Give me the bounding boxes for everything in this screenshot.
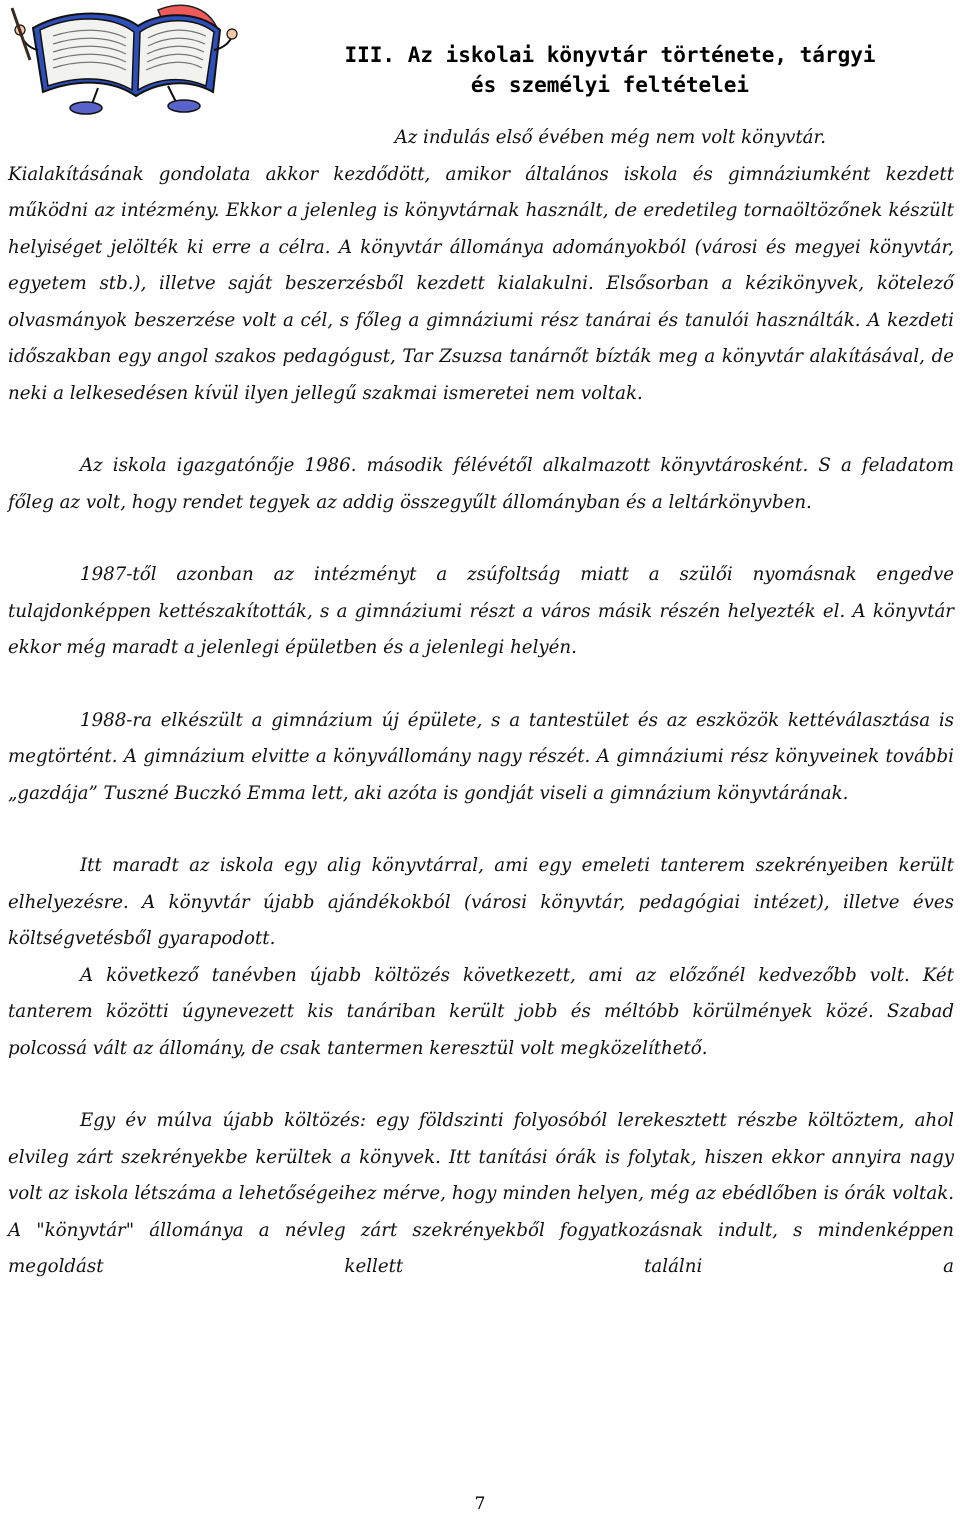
right-leg [168,86,176,102]
page-number: 7 [474,1494,486,1514]
stick [12,8,30,60]
book-right-page [138,21,214,90]
right-hand [227,29,237,39]
paragraph-1-text: Kialakításának gondolata akkor kezdődött, amikor általános iskola és gimnáziumként kezdett működni az intézmény. Ekkor a jelenleg is könyvtárnak használt, de eredetileg tornaöltözőnek készült helyiséget jelölték ki erre a célra. A könyvtár állománya adományokból (városi és megyei könyvtár, egyetem stb.), illetve saját beszerzésből kezdett kialakulni. Elsősorban a kézikönyvek, kötelező olvasmányok beszerzése volt a cél, s főleg a gimnáziumi rész tanárai és tanulói használták. A kezdeti időszakban egy angol szakos pedagógust, Tar Zsuzsa tanárnőt bízták meg a könyvtár alakításával, de neki a lelkesedésen kívül ilyen jellegű szakmai ismeretei nem voltak. [8,163,954,404]
document-body [8,120,954,1286]
paragraph-4: 1988-ra elkészült a gimnázium új épülete, s a tantestület és az eszközök kettéválasztása is megtörtént. A gimnázium elvitte a könyvállomány nagy részét. A gimnáziumi rész könyveinek további „gazdája” Tuszné Buczkó Emma lett, aki azóta is gondját viseli a gimnázium könyvtárának. [8,709,954,804]
paragraph-2: Az iskola igazgatónője 1986. második félévétől alkalmazott könyvtárosként. S a feladatom főleg az volt, hogy rendet tegyek az addig összegyűlt állományban és a leltárkönyvben. [8,455,954,513]
page-title: III. Az iskolai könyvtár története, tárgyi és személyi feltételei [344,43,876,97]
paragraph-1 [8,120,954,412]
paragraph-3: 1987-től azonban az intézményt a zsúfoltság miatt a szülői nyomásnak engedve tulajdonképpen kettészakították, s a gimnáziumi részt a város másik részén helyezték el. A könyvtár ekkor még maradt a jelenlegi épületben és a jelenlegi helyén. [8,564,954,658]
left-foot [70,102,102,114]
paragraph-7: Egy év múlva újabb költözés: egy földszinti folyosóból lerekesztett részbe költöztem, ahol elvileg zárt szekrényekbe kerültek a könyvek. Itt tanítási órák is folytak, hiszen ekkor annyira nagy volt az iskola létszáma a lehetőségeihez mérve, hogy minden helyen, még az ebédlőben is órák voltak. A "könyvtár" állománya a névleg zárt szekrényekből fogyatkozásnak indult, s mindenképpen megoldást kellett találni a [8,1110,954,1277]
open-book-character-icon [8,0,238,118]
left-leg [92,88,98,104]
paragraph-5: Itt maradt az iskola egy alig könyvtárral, ami egy emeleti tanterem szekrényeiben került elhelyezésre. A könyvtár újabb ajándékokból (városi könyvtár, pedagógiai intézet), illetve éves költségvetésből gyarapodott. [8,855,954,949]
right-foot [168,100,200,112]
paragraph-1-lead: Az indulás első évében még nem volt könyvtár. [394,127,826,148]
paragraph-6: A következő tanévben újabb költözés következett, ami az előzőnél kedvezőbb volt. Két tanterem közötti úgynevezett kis tanáriban került jobb és méltóbb körülmények közé. Szabad polcossá vált az állomány, de csak tantermen keresztül volt megközelíthető. [8,964,954,1059]
